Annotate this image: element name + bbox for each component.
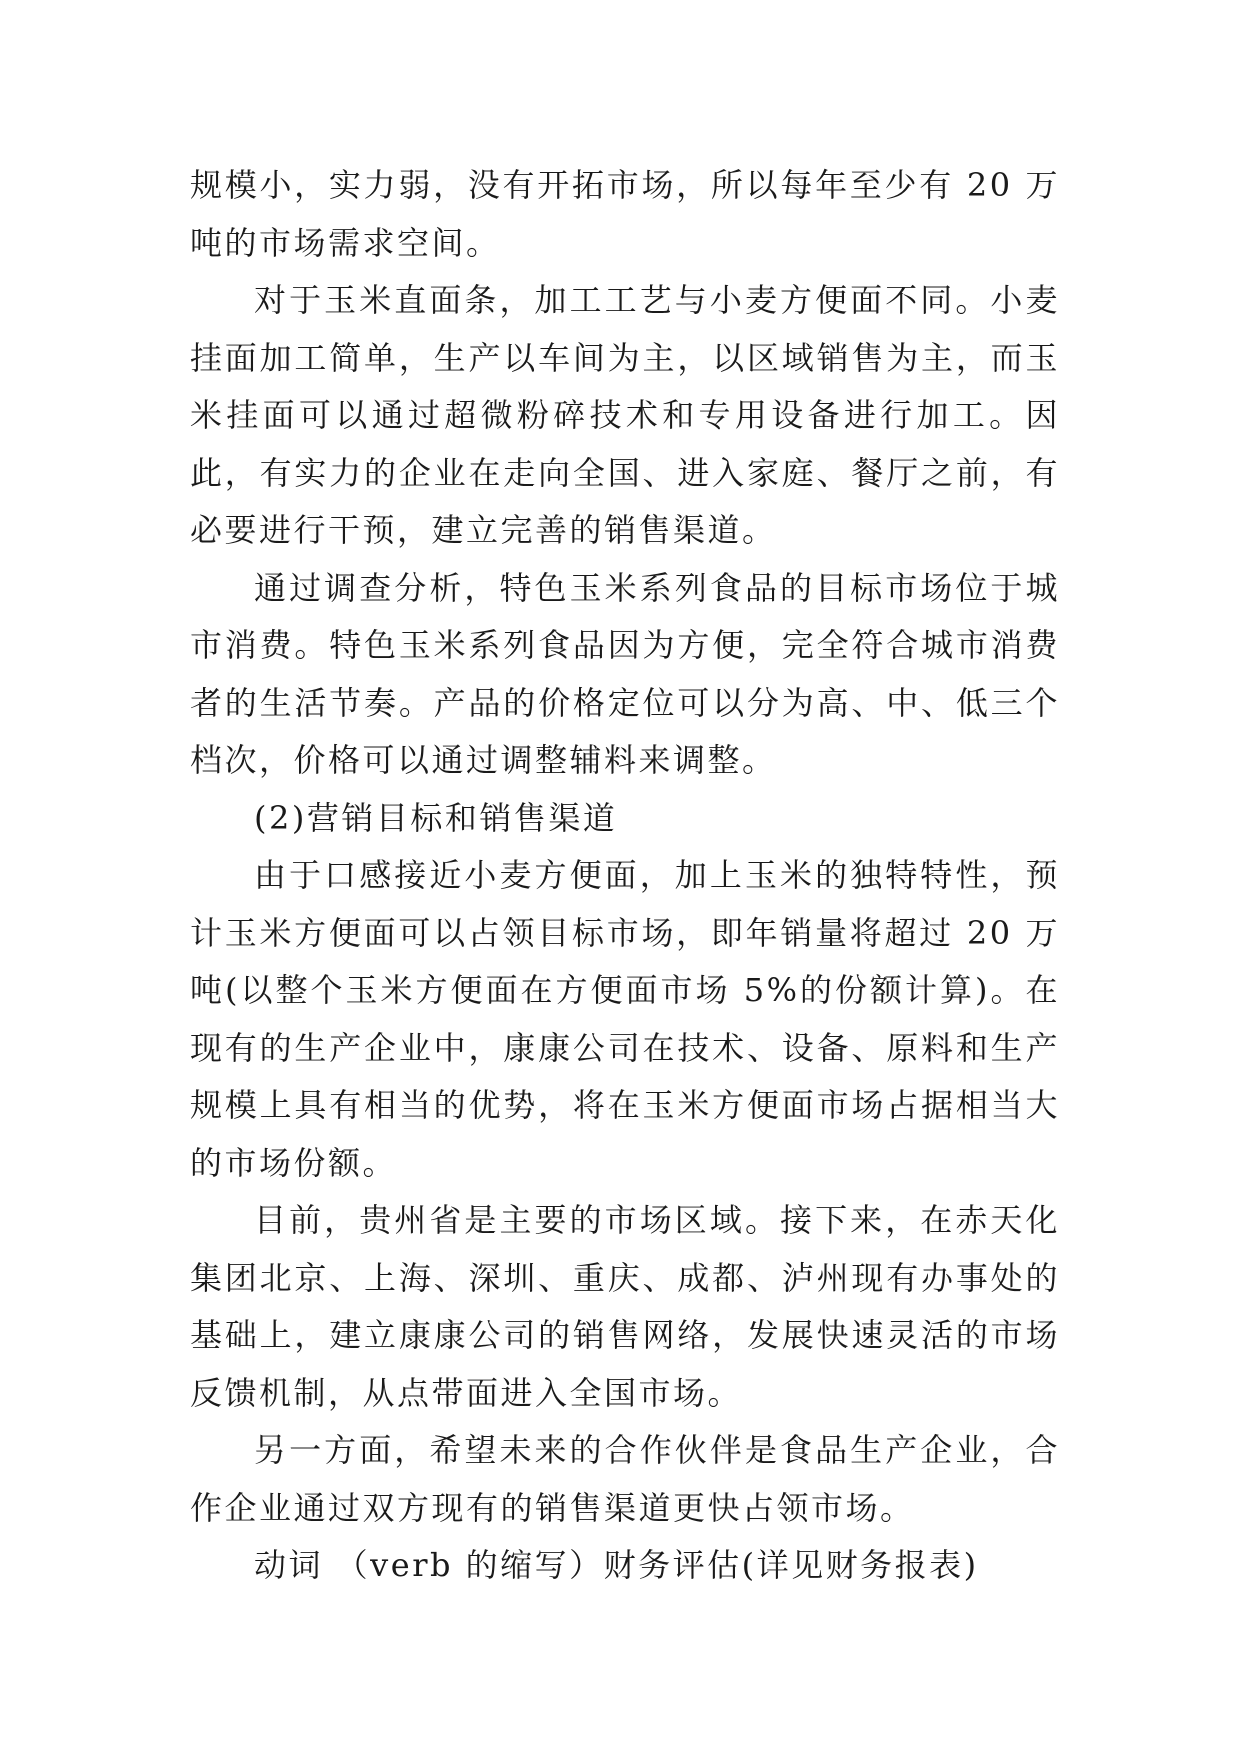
body-text — [190, 157, 1060, 1595]
paragraph-sales-forecast: 由于口感接近小麦方便面，加上玉米的独特特性，预计玉米方便面可以占领目标市场，即年销量将超过 20 万吨(以整个玉米方便面在方便面市场 5%的份额计算)。在现有的生产企业中，康康公司在技术、设备、原料和生产规模上具有相当的优势，将在玉米方便面市场占据相当大的市场份额。 — [190, 856, 1060, 1182]
section-heading-marketing: (2)营销目标和销售渠道 — [254, 798, 618, 837]
paragraph-partners: 另一方面，希望未来的合作伙伴是食品生产企业，合作企业通过双方现有的销售渠道更快占领市场。 — [190, 1431, 1060, 1527]
paragraph-market-demand: 规模小，实力弱，没有开拓市场，所以每年至少有 20 万吨的市场需求空间。 — [190, 166, 1060, 262]
paragraph-processing: 对于玉米直面条，加工工艺与小麦方便面不同。小麦挂面加工简单，生产以车间为主，以区域销售为主，而玉米挂面可以通过超微粉碎技术和专用设备进行加工。因此，有实力的企业在走向全国、进入家庭、餐厅之前，有必要进行干预，建立完善的销售渠道。 — [190, 281, 1060, 549]
paragraph-market-region: 目前，贵州省是主要的市场区域。接下来，在赤天化集团北京、上海、深圳、重庆、成都、泸州现有办事处的基础上，建立康康公司的销售网络，发展快速灵活的市场反馈机制，从点带面进入全国市场。 — [190, 1201, 1060, 1412]
paragraph-target-market: 通过调查分析，特色玉米系列食品的目标市场位于城市消费。特色玉米系列食品因为方便，完全符合城市消费者的生活节奏。产品的价格定位可以分为高、中、低三个档次，价格可以通过调整辅料来调整。 — [190, 568, 1060, 779]
section-heading-finance: 动词 （verb 的缩写）财务评估(详见财务报表) — [254, 1546, 979, 1584]
